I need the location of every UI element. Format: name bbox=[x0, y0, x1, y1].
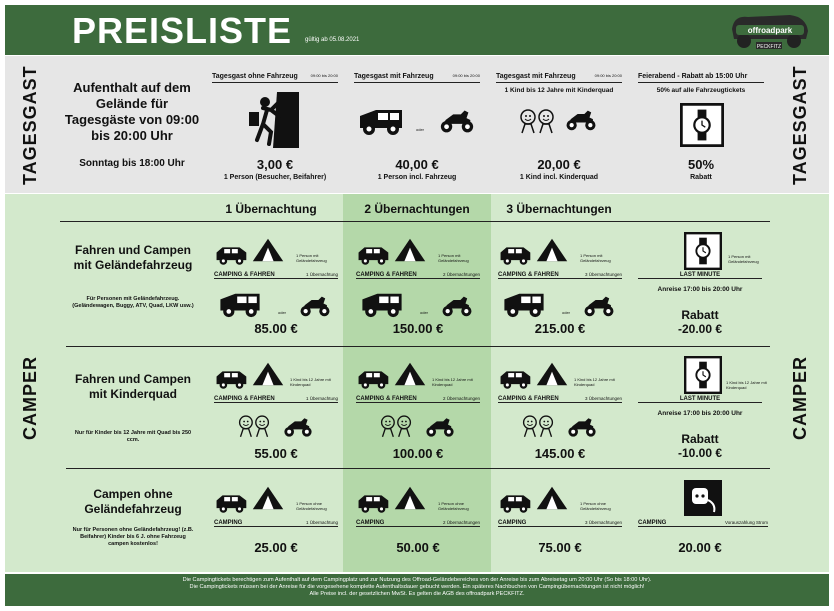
car-icon bbox=[214, 244, 248, 266]
sub-tagesgast-1: 1 Person (Besucher, Beifahrer) bbox=[223, 174, 327, 181]
row-2-note: Nur für Kinder bis 12 Jahre mit Quad bis 250 ccm. bbox=[74, 430, 192, 443]
price-tagesgast-4: 50% bbox=[687, 157, 715, 172]
jeep-icon bbox=[216, 290, 264, 318]
power-plug-icon bbox=[684, 480, 722, 516]
row-3-title: Campen ohne Geländefahrzeug bbox=[84, 487, 182, 516]
row-2-price-1: 55.00 € bbox=[254, 446, 298, 461]
row-2-price-3: 145.00 € bbox=[534, 446, 586, 461]
footer-line-1: Die Campingtickets berechtigen zum Aufenthalt auf dem Campingplatz und zur Nutzung des Offroad-Geländebereiches von der Anreise bis zum Abreisetag um 20:00 Uhr (So bis 18:00 Uhr). bbox=[182, 577, 652, 583]
tagesgast-cell-2: Tagesgast mit Fahrzeug 09:00 bis 20:00 bbox=[354, 73, 480, 83]
row-1-price-3: 215.00 € bbox=[534, 321, 586, 336]
row-3-price-3: 75.00 € bbox=[538, 540, 582, 555]
row-1-price-1: 85.00 € bbox=[254, 321, 298, 336]
tagesgast-cell-3: Tagesgast mit Fahrzeug 09:00 bis 20:00 1 Kind bis 12 Jahre mit Kinderquad bbox=[496, 73, 622, 94]
row-2-title: Fahren und Campen mit Kinderquad bbox=[74, 372, 191, 401]
row-1-title: Fahren und Campen mit Geländefahrzeug bbox=[73, 243, 193, 272]
row-3-price-2: 50.00 € bbox=[396, 540, 440, 555]
row-2-price-2: 100.00 € bbox=[392, 446, 444, 461]
quad-icon bbox=[298, 294, 332, 318]
column-header-2: 2 Übernachtungen bbox=[364, 202, 470, 216]
row-1-note: Für Personen mit Geländefahrzeug. (Geländewagen, Buggy, ATV, Quad, LKW usw.) bbox=[72, 296, 194, 309]
watch-icon bbox=[684, 232, 722, 270]
camper-side-label-left: CAMPER bbox=[20, 355, 40, 440]
sub-tagesgast-4: Rabatt bbox=[690, 174, 712, 181]
tent-icon bbox=[252, 236, 284, 264]
price-tagesgast-3: 20,00 € bbox=[537, 157, 581, 172]
tagesgast-sunday: Sonntag bis 18:00 Uhr bbox=[79, 158, 185, 169]
tagesgast-side-label-right: TAGESGAST bbox=[790, 65, 810, 185]
watch-icon bbox=[684, 356, 722, 394]
quad-icon bbox=[438, 108, 476, 134]
column-header-1: 1 Übernachtung bbox=[225, 202, 317, 216]
footer-line-2: Die Campingtickets müssen bei der Anreise für die vorgesehene komplette Aufenthaltsdauer gebucht werden. Ein späteres Nachbuchen von Campingübernachtungen ist nicht möglich! bbox=[189, 584, 645, 590]
price-tagesgast-2: 40,00 € bbox=[395, 157, 439, 172]
kids-quad-icon bbox=[564, 108, 598, 132]
kids-icon bbox=[517, 108, 557, 134]
footer-text bbox=[40, 577, 794, 598]
price-tagesgast-1: 3,00 € bbox=[256, 157, 294, 172]
tagesgast-cell-1: Tagesgast ohne Fahrzeug 09:00 bis 20:00 bbox=[212, 73, 338, 83]
sub-tagesgast-2: 1 Person incl. Fahrzeug bbox=[377, 174, 457, 181]
offroadpark-logo bbox=[724, 9, 814, 51]
oder-label: oder bbox=[416, 127, 425, 132]
kids-icon bbox=[236, 414, 272, 438]
tagesgast-side-label-left: TAGESGAST bbox=[20, 65, 40, 185]
jeep-icon bbox=[356, 106, 406, 136]
camper-side-label-right: CAMPER bbox=[790, 355, 810, 440]
column-header-3: 3 Übernachtungen bbox=[506, 202, 612, 216]
page-title: PREISLISTE bbox=[72, 10, 293, 51]
climber-icon bbox=[247, 92, 299, 148]
quad-icon bbox=[282, 416, 314, 438]
footer-line-3: Alle Preise incl. der gesetzlichen MwSt. Es gelten die AGB des offroadpark PECKFITZ. bbox=[309, 591, 525, 597]
sub-tagesgast-3: 1 Kind incl. Kinderquad bbox=[519, 174, 599, 181]
tagesgast-description: Aufenthalt auf dem Gelände für Tagesgäste von 09:00 bis 20:00 Uhr bbox=[64, 80, 200, 143]
row-1-price-2: 150.00 € bbox=[392, 321, 444, 336]
watch-icon bbox=[680, 103, 724, 147]
row-3-note: Nur für Personen ohne Geländefahrzeug! (z.B. Beifahrer) Kinder bis 6 J. ohne Fahrzeug campen kostenlos! bbox=[72, 527, 194, 547]
cell-head: Tagesgast ohne Fahrzeug bbox=[212, 73, 298, 80]
logo-sub: PECKFITZ bbox=[756, 44, 782, 50]
tagesgast-cell-4: Feierabend - Rabatt ab 15:00 Uhr 50% auf alle Fahrzeugtickets bbox=[638, 73, 764, 94]
row-3-price-1: 25.00 € bbox=[254, 540, 298, 555]
valid-date: gültig ab 05.08.2021 bbox=[305, 37, 360, 43]
logo-text: offroadpark bbox=[747, 26, 793, 35]
